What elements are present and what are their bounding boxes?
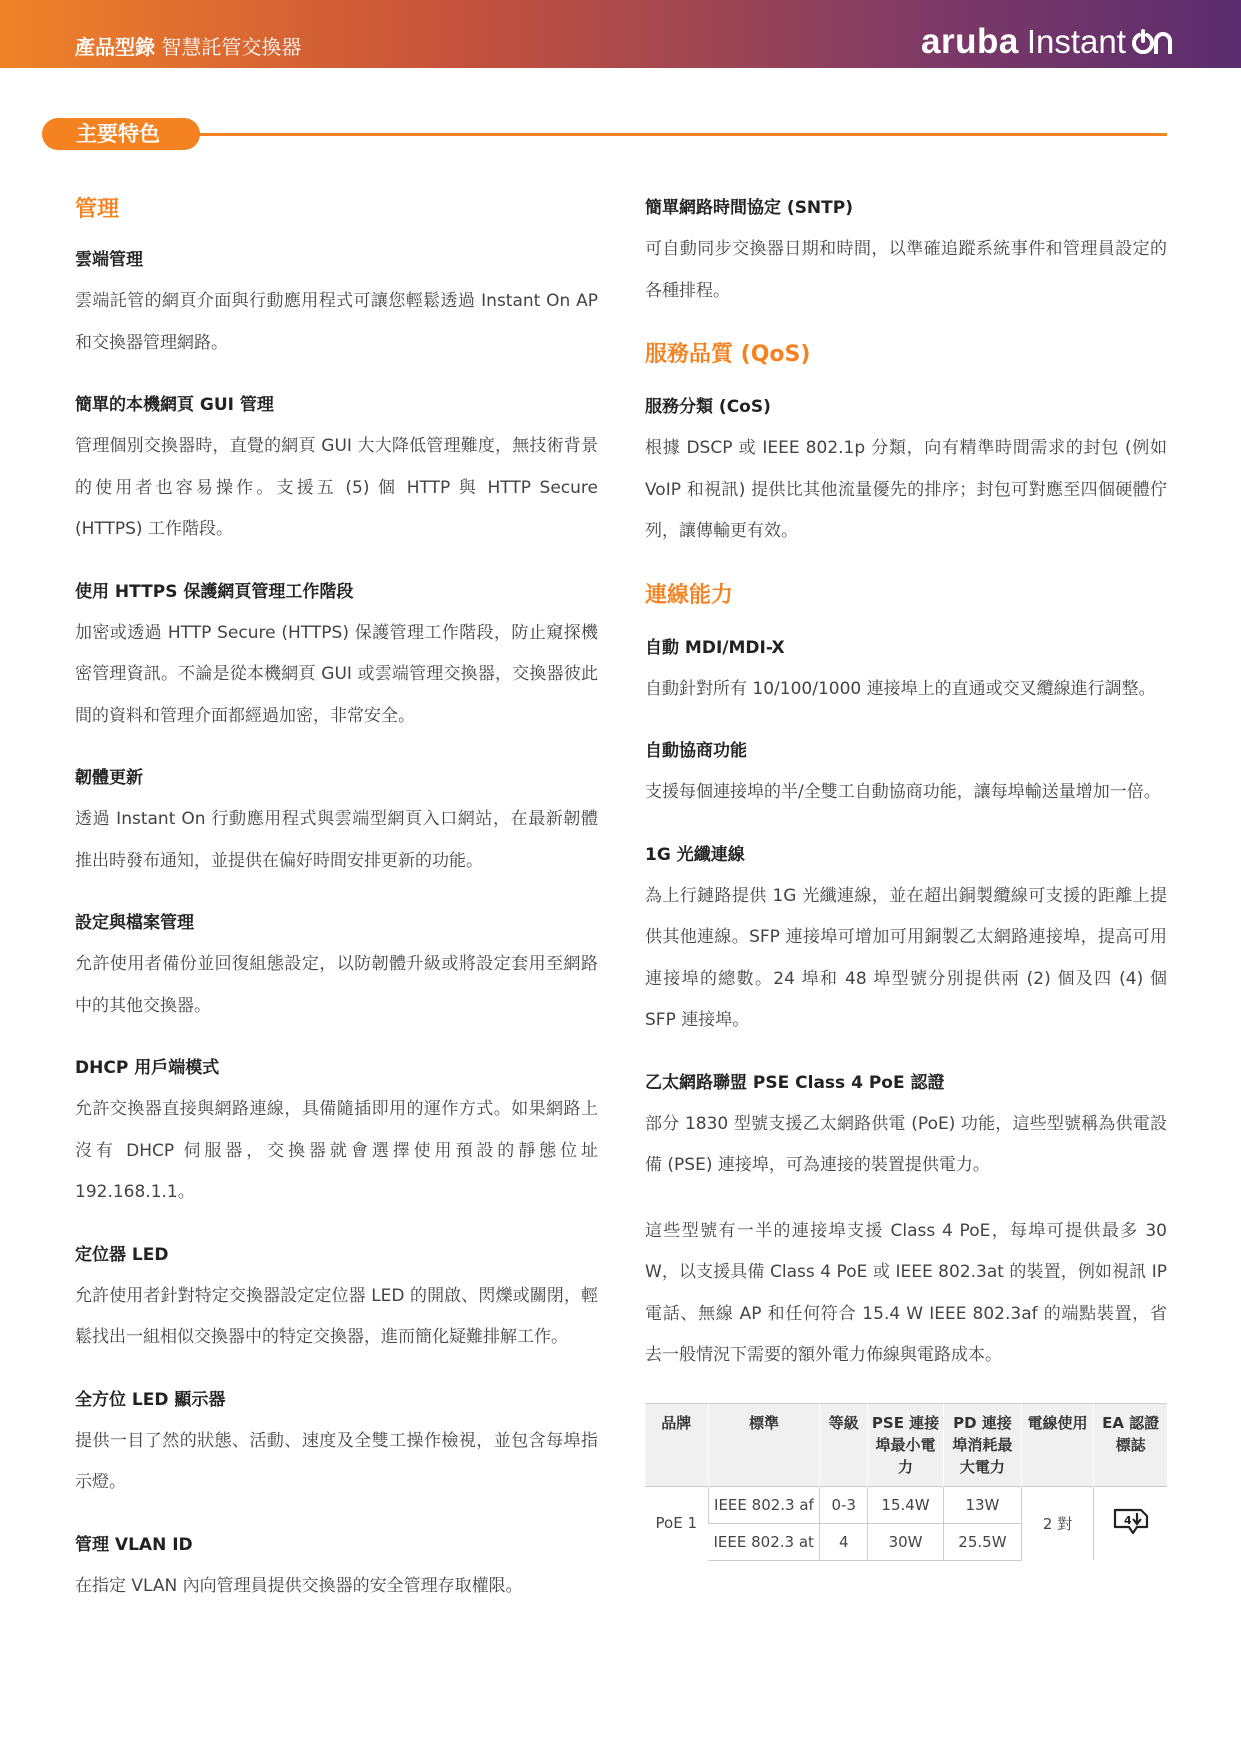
ea-label: 4 xyxy=(1123,1514,1132,1528)
section-divider-line xyxy=(196,133,1167,136)
header-title-bold: 產品型錄 xyxy=(75,35,155,59)
category-qos: 服務品質 (QoS) xyxy=(645,342,811,367)
header-bar xyxy=(0,0,1241,68)
item-body: 允許交換器直接與網路連線，具備隨插即用的運作方式。如果網路上沒有 DHCP 伺服器，交換器就會選擇使用預設的靜態位址 192.168.1.1。 xyxy=(75,1099,598,1202)
item-heading: 全方位 LED 顯示器 xyxy=(75,1389,226,1410)
category-connectivity: 連線能力 xyxy=(645,582,734,608)
col-header-standard: 標準 xyxy=(708,1403,820,1486)
cell-class: 4 xyxy=(820,1523,868,1560)
logo-instant-text: Instant xyxy=(1026,23,1126,60)
cos-body: 根據 DSCP 或 IEEE 802.1p 分類，向有精準時間需求的封包 (例如 VoIP 和視訊) 提供比其他流量優先的排序；封包可對應至四個硬體佇列，讓傳輸更有效。 xyxy=(645,438,1167,541)
ea-class4-certification-icon xyxy=(1111,1507,1151,1535)
item-heading: DHCP 用戶端模式 xyxy=(75,1058,220,1078)
col-header-wires: 電線使用 xyxy=(1021,1403,1093,1486)
fiber-body: 為上行鏈路提供 1G 光纖連線，並在超出銅製纜線可支援的距離上提供其他連線。SFP 連接埠可增加可用銅製乙太網路連接埠，提高可用連接埠的總數。24 埠和 48 埠型號分別提供兩 (2) 個及四 (4) 個 SFP 連接埠。 xyxy=(645,885,1167,1030)
item-heading: 韌體更新 xyxy=(75,768,143,788)
item-body: 提供一目了然的狀態、活動、速度及全雙工操作檢視，並包含每埠指示燈。 xyxy=(75,1430,598,1492)
item-body: 透過 Instant On 行動應用程式與雲端型網頁入口網站，在最新韌體推出時發布通知，並提供在偏好時間安排更新的功能。 xyxy=(75,809,598,871)
item-heading: 管理 VLAN ID xyxy=(75,1534,193,1555)
header-title-rest: 智慧託管交換器 xyxy=(161,35,302,59)
item-heading: 使用 HTTPS 保護網頁管理工作階段 xyxy=(75,581,354,602)
cos-heading: 服務分類 (CoS) xyxy=(645,397,771,417)
item-body: 在指定 VLAN 內向管理員提供交換器的安全管理存取權限。 xyxy=(75,1575,523,1596)
table-row xyxy=(645,1486,1167,1523)
item-body: 允許使用者備份並回復組態設定，以防韌體升級或將設定套用至網路中的其他交換器。 xyxy=(75,954,598,1016)
cell-ea-logo xyxy=(1094,1486,1167,1560)
cell-class: 0-3 xyxy=(820,1486,868,1523)
item-heading: 定位器 LED xyxy=(75,1244,169,1265)
item-heading: 雲端管理 xyxy=(75,250,143,270)
cell-pd: 25.5W xyxy=(944,1523,1022,1560)
cell-brand: PoE 1 xyxy=(645,1486,708,1560)
item-heading: 設定與檔案管理 xyxy=(75,913,194,933)
col-header-brand: 品牌 xyxy=(645,1403,708,1486)
left-column xyxy=(75,195,598,1607)
cell-standard: IEEE 802.3 at xyxy=(708,1523,820,1560)
category-management: 管理 xyxy=(75,197,120,222)
item-body: 加密或透過 HTTP Secure (HTTPS) 保護管理工作階段，防止窺探機密管理資訊。不論是從本機網頁 GUI 或雲端管理交換器，交換器彼此間的資料和管理介面都經過加密，非常安全。 xyxy=(75,622,598,726)
header-title xyxy=(75,31,301,60)
item-body: 允許使用者針對特定交換器設定定位器 LED 的開啟、閃爍或關閉，輕鬆找出一組相似交換器中的特定交換器，進而簡化疑難排解工作。 xyxy=(75,1285,598,1347)
col-header-ea-logo: EA 認證標誌 xyxy=(1094,1403,1167,1486)
mdi-heading: 自動 MDI/MDI-X xyxy=(645,637,785,658)
col-header-pd-max-power: PD 連接埠消耗最大電力 xyxy=(944,1403,1022,1486)
autoneg-body: 支援每個連接埠的半/全雙工自動協商功能，讓每埠輸送量增加一倍。 xyxy=(645,782,1161,802)
poe-body-2: 這些型號有一半的連接埠支援 Class 4 PoE，每埠可提供最多 30 W，以支援具備 Class 4 PoE 或 IEEE 802.3at 的裝置，例如視訊 IP 電話、無線 AP 和任何符合 15.4 W IEEE 802.3af 的端點裝置，省去一般情況下需要的額外電力佈線與電路成本。 xyxy=(645,1220,1167,1365)
cell-wires: 2 對 xyxy=(1021,1486,1093,1560)
on-power-icon xyxy=(1131,29,1175,55)
aruba-instant-on-logo xyxy=(921,22,1175,62)
cell-pse: 15.4W xyxy=(868,1486,944,1523)
poe-body-1: 部分 1830 型號支援乙太網路供電 (PoE) 功能，這些型號稱為供電設備 (PSE) 連接埠，可為連接的裝置提供電力。 xyxy=(645,1113,1167,1175)
cell-pd: 13W xyxy=(944,1486,1022,1523)
fiber-heading: 1G 光纖連線 xyxy=(645,844,745,865)
col-header-class: 等級 xyxy=(820,1403,868,1486)
right-column xyxy=(645,195,1167,1561)
poe-heading: 乙太網路聯盟 PSE Class 4 PoE 認證 xyxy=(645,1072,945,1093)
sntp-heading: 簡單網路時間協定 (SNTP) xyxy=(645,198,853,218)
sntp-body: 可自動同步交換器日期和時間，以準確追蹤系統事件和管理員設定的各種排程。 xyxy=(645,239,1167,301)
item-heading: 簡單的本機網頁 GUI 管理 xyxy=(75,395,274,415)
logo-aruba-text: aruba xyxy=(921,22,1019,61)
section-pill-key-features: 主要特色 xyxy=(42,118,200,150)
cell-standard: IEEE 802.3 af xyxy=(708,1486,820,1523)
col-header-pse-min-power: PSE 連接埠最小電力 xyxy=(868,1403,944,1486)
cell-pse: 30W xyxy=(868,1523,944,1560)
autoneg-heading: 自動協商功能 xyxy=(645,741,747,761)
item-body: 管理個別交換器時，直覺的網頁 GUI 大大降低管理難度，無技術背景的使用者也容易操作。支援五 (5) 個 HTTP 與 HTTP Secure (HTTPS) 工作階段。 xyxy=(75,436,598,539)
mdi-body: 自動針對所有 10/100/1000 連接埠上的直通或交叉纜線進行調整。 xyxy=(645,678,1156,699)
item-body: 雲端託管的網頁介面與行動應用程式可讓您輕鬆透過 Instant On AP 和交換器管理網路。 xyxy=(75,291,598,353)
poe-class-table xyxy=(645,1403,1167,1561)
table-header-row xyxy=(645,1403,1167,1486)
